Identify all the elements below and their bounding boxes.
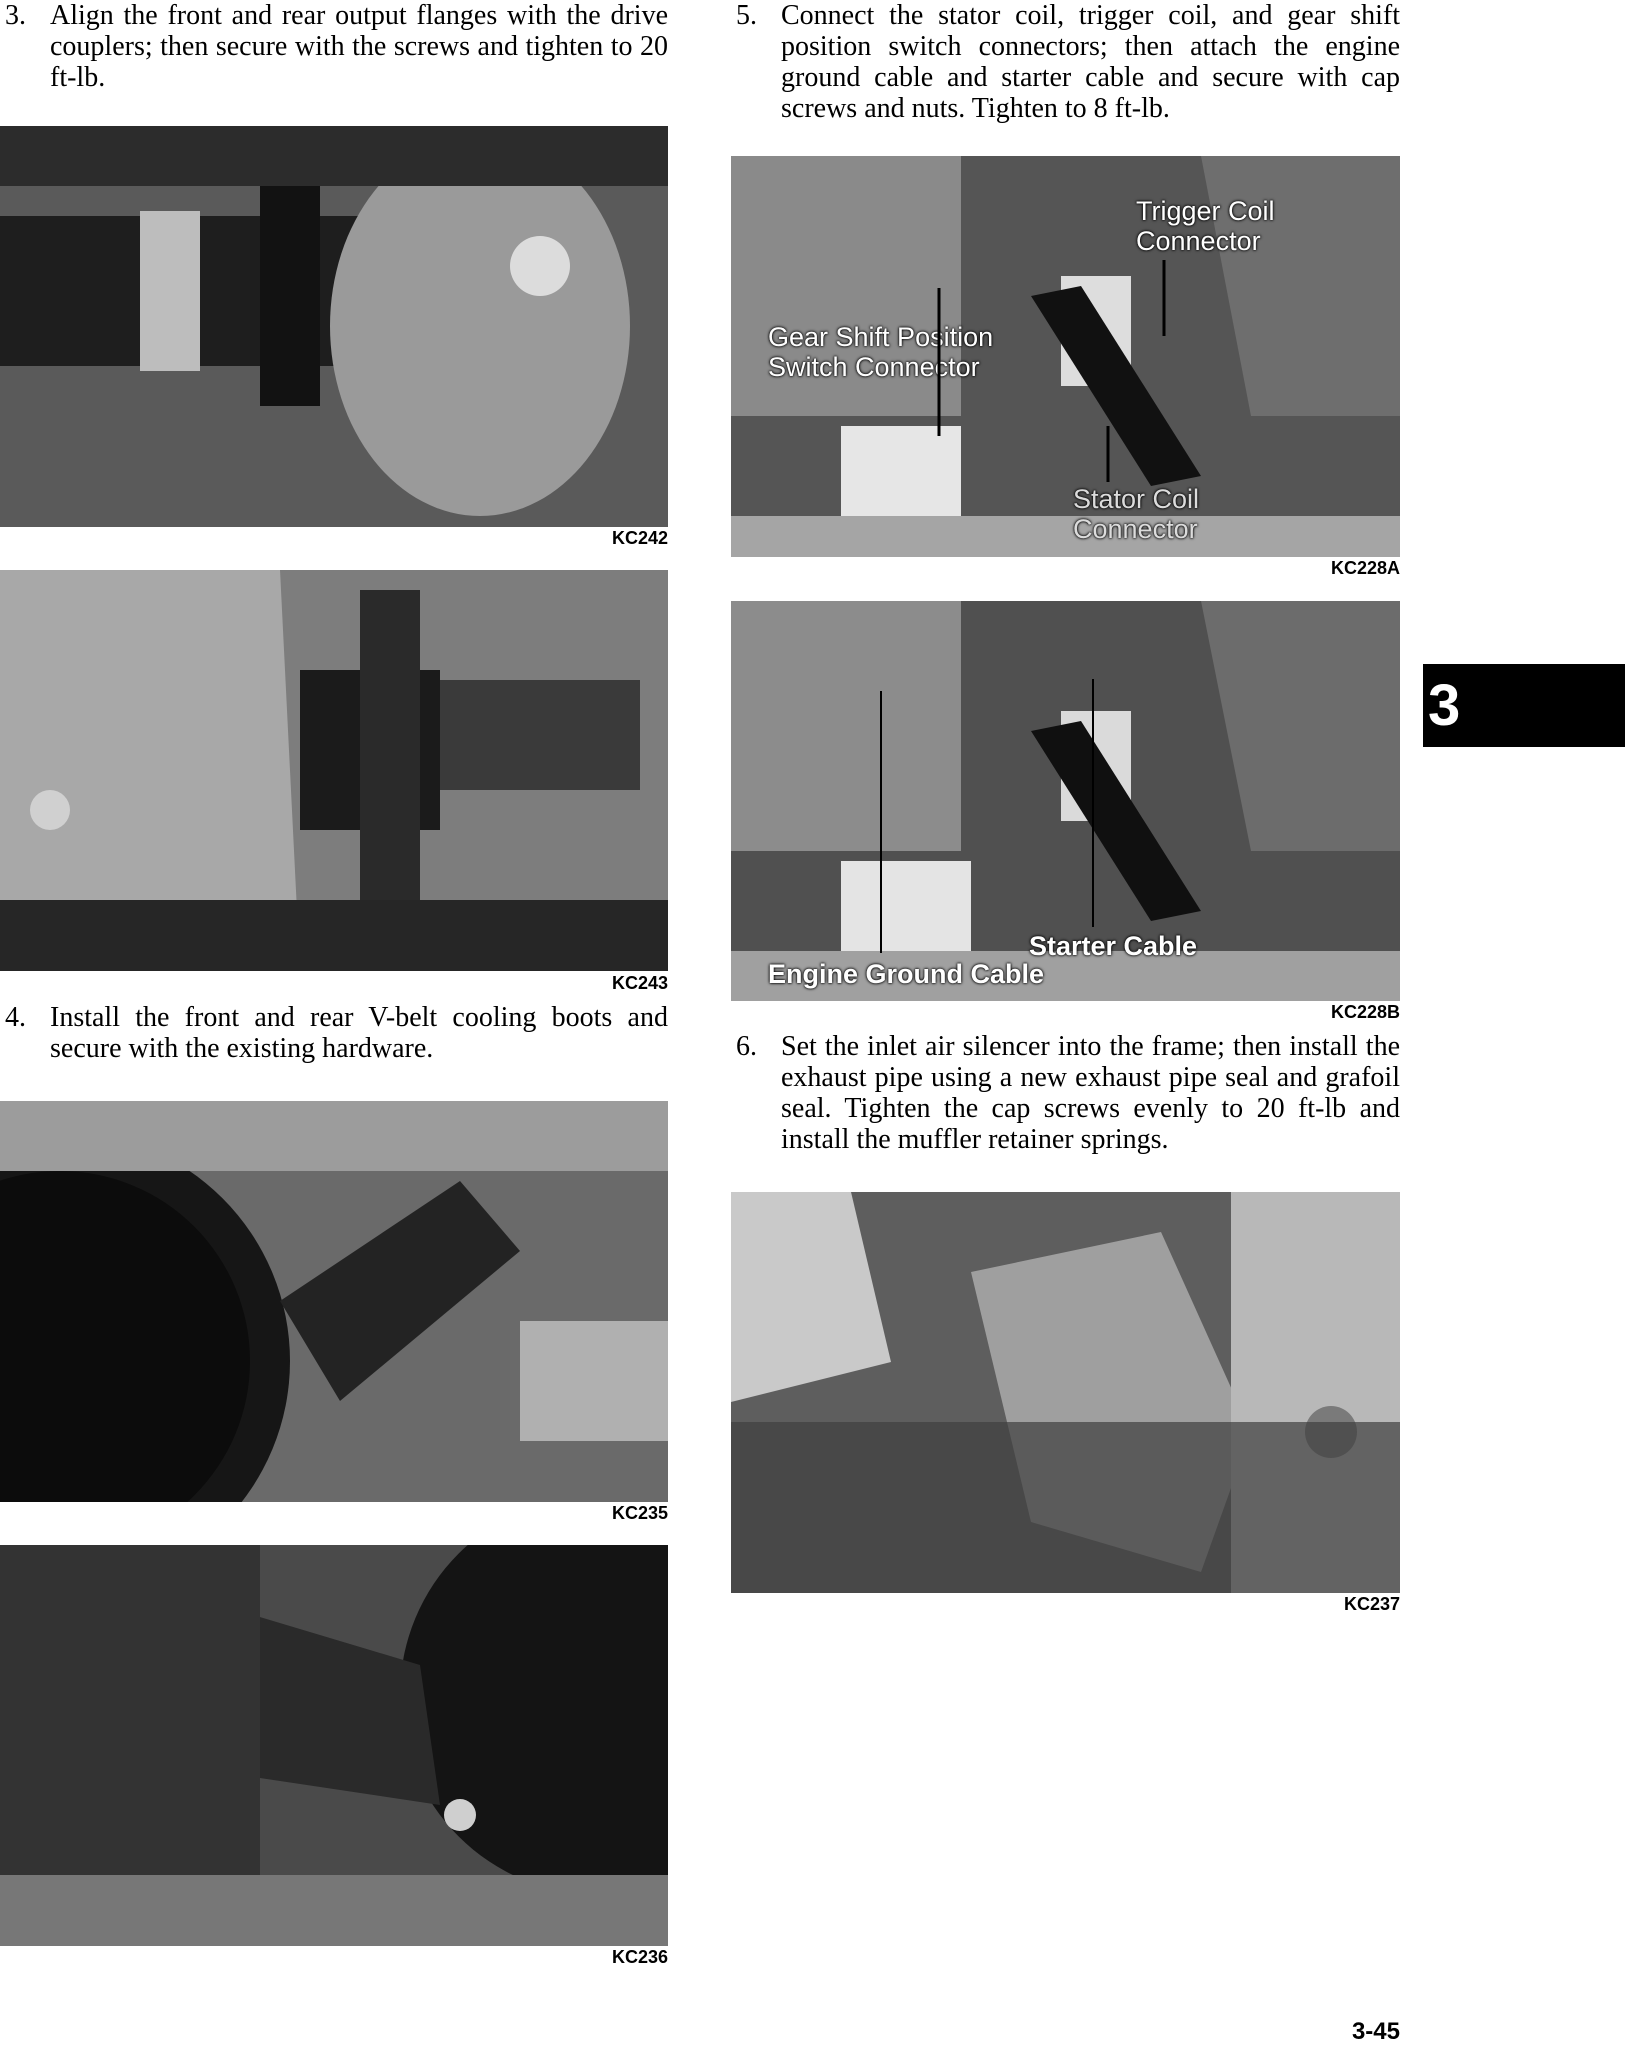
- step-6-number: 6.: [736, 1031, 757, 1062]
- label-trigger-coil-line1: Trigger Coil: [1136, 196, 1275, 226]
- step-5-number: 5.: [736, 0, 757, 31]
- label-gear-shift-line2: Switch Connector: [768, 352, 980, 382]
- step-4-number: 4.: [5, 1002, 26, 1033]
- caption-kc237: KC237: [1343, 1594, 1400, 1614]
- photo-kc235: [0, 1101, 668, 1502]
- label-starter-cable: Starter Cable: [1029, 931, 1198, 961]
- step-3-text: Align the front and rear output flanges with the drive couplers; then secure with the screws and tighten to 20 ft-lb.: [50, 0, 668, 93]
- label-gear-shift-line1: Gear Shift Position: [768, 322, 994, 352]
- cooling-boot-front-image: [0, 1101, 668, 1502]
- photo-kc228b: [731, 601, 1400, 1001]
- caption-kc235: KC235: [611, 1503, 668, 1523]
- label-stator-coil-line1: Stator Coil: [1073, 484, 1200, 514]
- leader-lines-kc228a: [731, 156, 1400, 557]
- output-flange-image: [0, 126, 668, 527]
- caption-kc228b: KC228B: [1330, 1002, 1400, 1022]
- photo-kc242: [0, 126, 668, 527]
- step-3-number: 3.: [5, 0, 26, 31]
- cooling-boot-rear-image: [0, 1545, 668, 1946]
- drive-coupler-image: [0, 570, 668, 971]
- photo-kc237: [731, 1192, 1400, 1593]
- step-4-text: Install the front and rear V-belt cooling boots and secure with the existing hardware.: [50, 1002, 668, 1064]
- photo-kc236: [0, 1545, 668, 1946]
- caption-kc236: KC236: [611, 1947, 668, 1967]
- step-5: [736, 0, 1400, 124]
- step-5-text: Connect the stator coil, trigger coil, and gear shift position switch connectors; then attach the engine ground cable and starter cable and secure with cap screws and nuts. Tighten to 8 ft-lb.: [781, 0, 1400, 124]
- exhaust-install-image: [731, 1192, 1400, 1593]
- caption-kc228a: KC228A: [1330, 558, 1400, 578]
- leader-lines-kc228b: [731, 601, 1400, 1001]
- step-4: [5, 1002, 668, 1064]
- step-3: [5, 0, 668, 93]
- page-number: 3-45: [1351, 2018, 1400, 2045]
- step-6: [736, 1031, 1400, 1155]
- caption-kc242: KC242: [611, 528, 668, 548]
- caption-kc243: KC243: [611, 973, 668, 993]
- photo-kc228a: [731, 156, 1400, 557]
- label-engine-ground: Engine Ground Cable: [768, 959, 1045, 989]
- photo-kc243: [0, 570, 668, 971]
- label-trigger-coil-line2: Connector: [1136, 226, 1261, 256]
- step-6-text: Set the inlet air silencer into the frame; then install the exhaust pipe using a new exhaust pipe seal and grafoil seal. Tighten the cap screws evenly to 20 ft-lb and install the muffler retainer springs.: [781, 1031, 1400, 1155]
- label-stator-coil-line2: Connector: [1073, 514, 1198, 544]
- section-tab: 3: [1423, 664, 1625, 747]
